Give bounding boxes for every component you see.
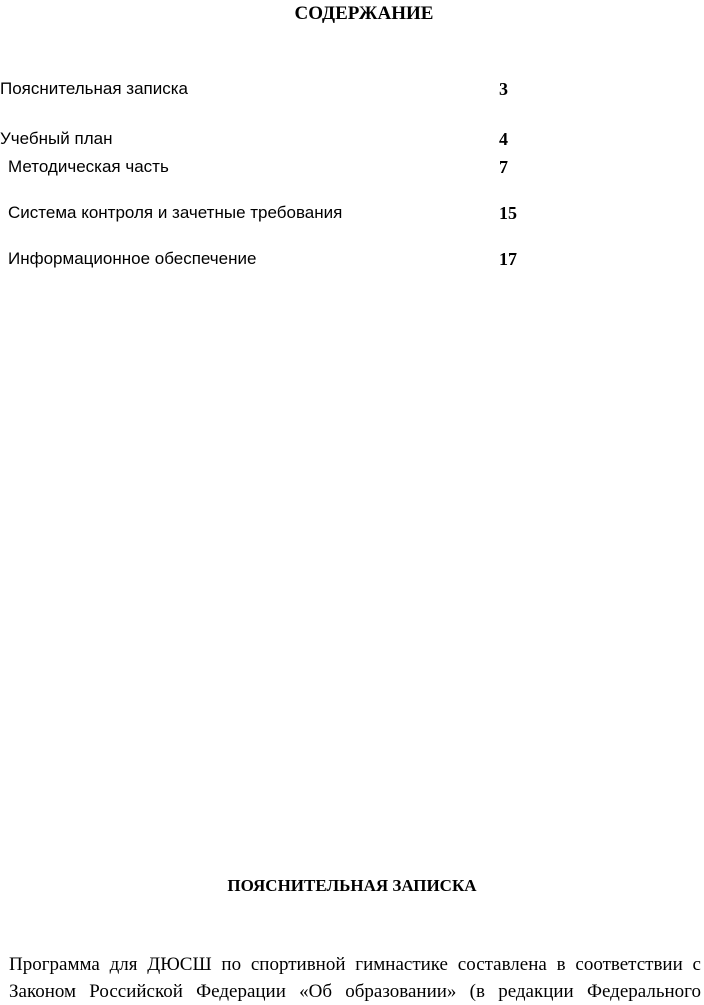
toc-entry-label: Информационное обеспечение: [8, 249, 257, 268]
toc-entry: [0, 201, 704, 225]
toc-entry: [0, 247, 704, 271]
toc-entry-page: 17: [499, 249, 517, 269]
toc-entry-page: 15: [499, 203, 517, 223]
toc-entry: [0, 77, 704, 101]
toc-title: СОДЕРЖАНИЕ: [294, 3, 434, 24]
toc-entry-label: Система контроля и зачетные требования: [8, 203, 343, 222]
toc-entry-label: Пояснительная записка: [0, 79, 189, 98]
toc-entry: [0, 155, 704, 179]
body-paragraph: [9, 951, 701, 1005]
section-title-text: ПОЯСНИТЕЛЬНАЯ ЗАПИСКА: [227, 876, 477, 895]
section-title: [0, 874, 704, 898]
body-line: Законом Российской Федерации «Об образовании» (в редакции Федерального: [9, 981, 701, 1002]
toc-entry: [0, 127, 704, 151]
toc-entry-page: 3: [499, 79, 508, 99]
toc-entry-page: 7: [499, 157, 508, 177]
toc-entry-page: 4: [499, 129, 508, 149]
toc-entry-label: Методическая часть: [8, 157, 169, 176]
body-line: Программа для ДЮСШ по спортивной гимнастике составлена в соответствии с: [9, 954, 701, 975]
toc-entry-label: Учебный план: [0, 129, 113, 148]
